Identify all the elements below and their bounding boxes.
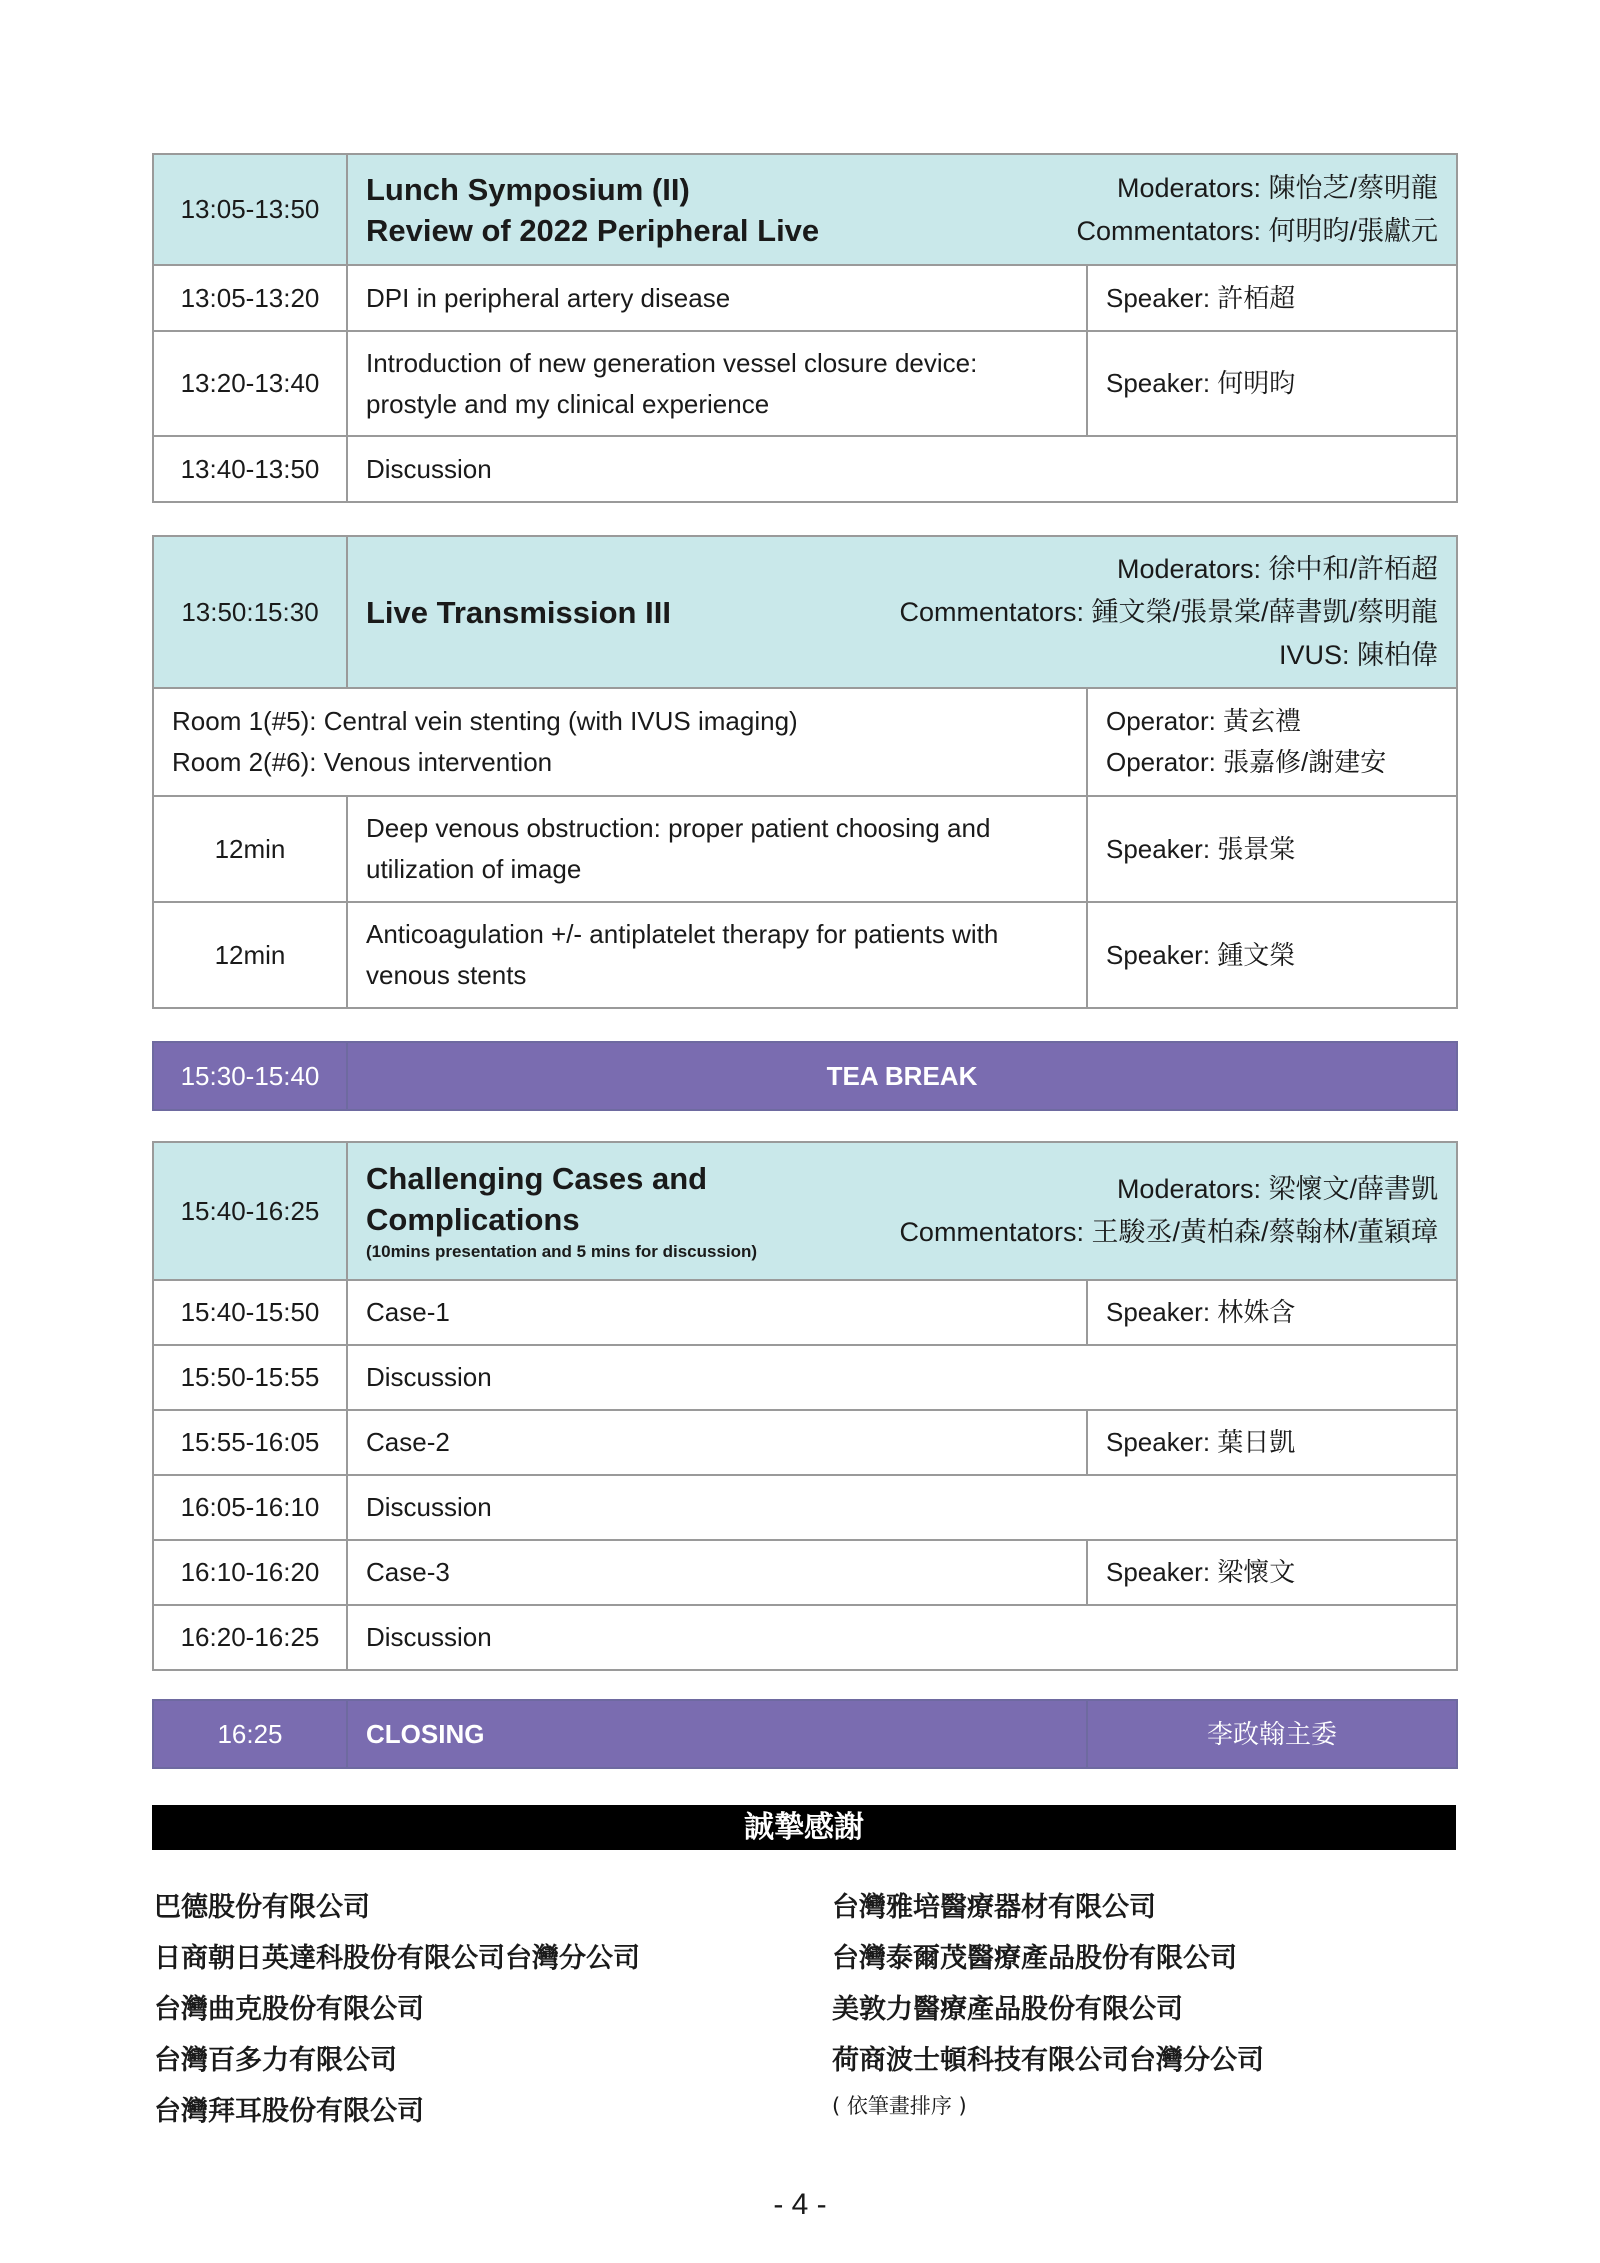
session-time: 13:05-13:50	[153, 154, 347, 265]
table-row: 12min Deep venous obstruction: proper patient choosing and utilization of image Speaker: 張景棠	[153, 796, 1457, 902]
table-row: 13:20-13:40 Introduction of new generation vessel closure device: prostyle and my clinical experience Speaker: 何明昀	[153, 331, 1457, 436]
lunch-symposium-table	[152, 153, 1456, 503]
session-time: 15:40-16:25	[153, 1142, 347, 1280]
session-chairs: Moderators: 陳怡芝/蔡明龍 Commentators: 何明昀/張獻元	[1076, 172, 1439, 246]
sponsor-item: 台灣百多力有限公司	[154, 2045, 397, 2076]
sponsor-item: 日商朝日英達科股份有限公司台灣分公司	[154, 1943, 640, 1974]
session-title: Live Transmission III	[366, 594, 671, 630]
table-row: 15:40-15:50 Case-1 Speaker: 林姝含	[153, 1280, 1457, 1345]
live-transmission-table	[152, 535, 1456, 1009]
session-title: Challenging Cases and Complications (10mins presentation and 5 mins for discussion)	[366, 1161, 758, 1261]
table-row: 16:05-16:10 Discussion	[153, 1475, 1457, 1540]
closing-bar: 16:25 CLOSING 李政翰主委	[152, 1699, 1456, 1769]
session-chairs: Moderators: 徐中和/許栢超 Commentators: 鍾文榮/張景棠/薛書凱/蔡明龍 IVUS: 陳柏偉	[899, 553, 1439, 670]
sponsor-item: 台灣曲克股份有限公司	[154, 1994, 424, 2025]
table-row: 16:20-16:25 Discussion	[153, 1605, 1457, 1670]
tea-break-bar: 15:30-15:40 TEA BREAK	[152, 1041, 1456, 1111]
table-row: 13:05-13:20 DPI in peripheral artery disease Speaker: 許栢超	[153, 265, 1457, 331]
sponsor-item: 台灣雅培醫療器材有限公司	[832, 1892, 1156, 1923]
table-row: 15:50-15:55 Discussion	[153, 1345, 1457, 1410]
thanks-title: 誠摯感謝	[152, 1805, 1456, 1850]
session-time: 13:50:15:30	[153, 536, 347, 688]
sponsor-item: 荷商波士頓科技有限公司台灣分公司	[832, 2045, 1264, 2076]
sponsor-item: 巴德股份有限公司	[154, 1892, 370, 1923]
table-row: 15:55-16:05 Case-2 Speaker: 葉日凱	[153, 1410, 1457, 1475]
sponsor-item: 台灣泰爾茂醫療產品股份有限公司	[832, 1943, 1237, 1974]
session-chairs: Moderators: 梁懷文/薛書凱 Commentators: 王駿丞/黃柏森/蔡翰林/董穎璋	[899, 1174, 1438, 1247]
table-row: 16:10-16:20 Case-3 Speaker: 梁懷文	[153, 1540, 1457, 1605]
session-title: Lunch Symposium (II) Review of 2022 Peripheral Live	[366, 171, 820, 248]
sponsor-item: 台灣拜耳股份有限公司	[154, 2096, 424, 2127]
page-number: - 4 -	[773, 2188, 827, 2221]
challenging-cases-table	[152, 1141, 1456, 1671]
sponsor-item: 美敦力醫療產品股份有限公司	[832, 1994, 1183, 2025]
sort-note: ( 依筆畫排序 )	[832, 2094, 967, 2118]
table-row: 13:40-13:50 Discussion	[153, 436, 1457, 502]
room-row: Room 1(#5): Central vein stenting (with IVUS imaging) Room 2(#6): Venous intervention Operator: 黃玄禮 Operator: 張嘉修/謝建安	[153, 688, 1457, 796]
table-row: 12min Anticoagulation +/- antiplatelet therapy for patients with venous stents Speaker: 鍾文榮	[153, 902, 1457, 1008]
